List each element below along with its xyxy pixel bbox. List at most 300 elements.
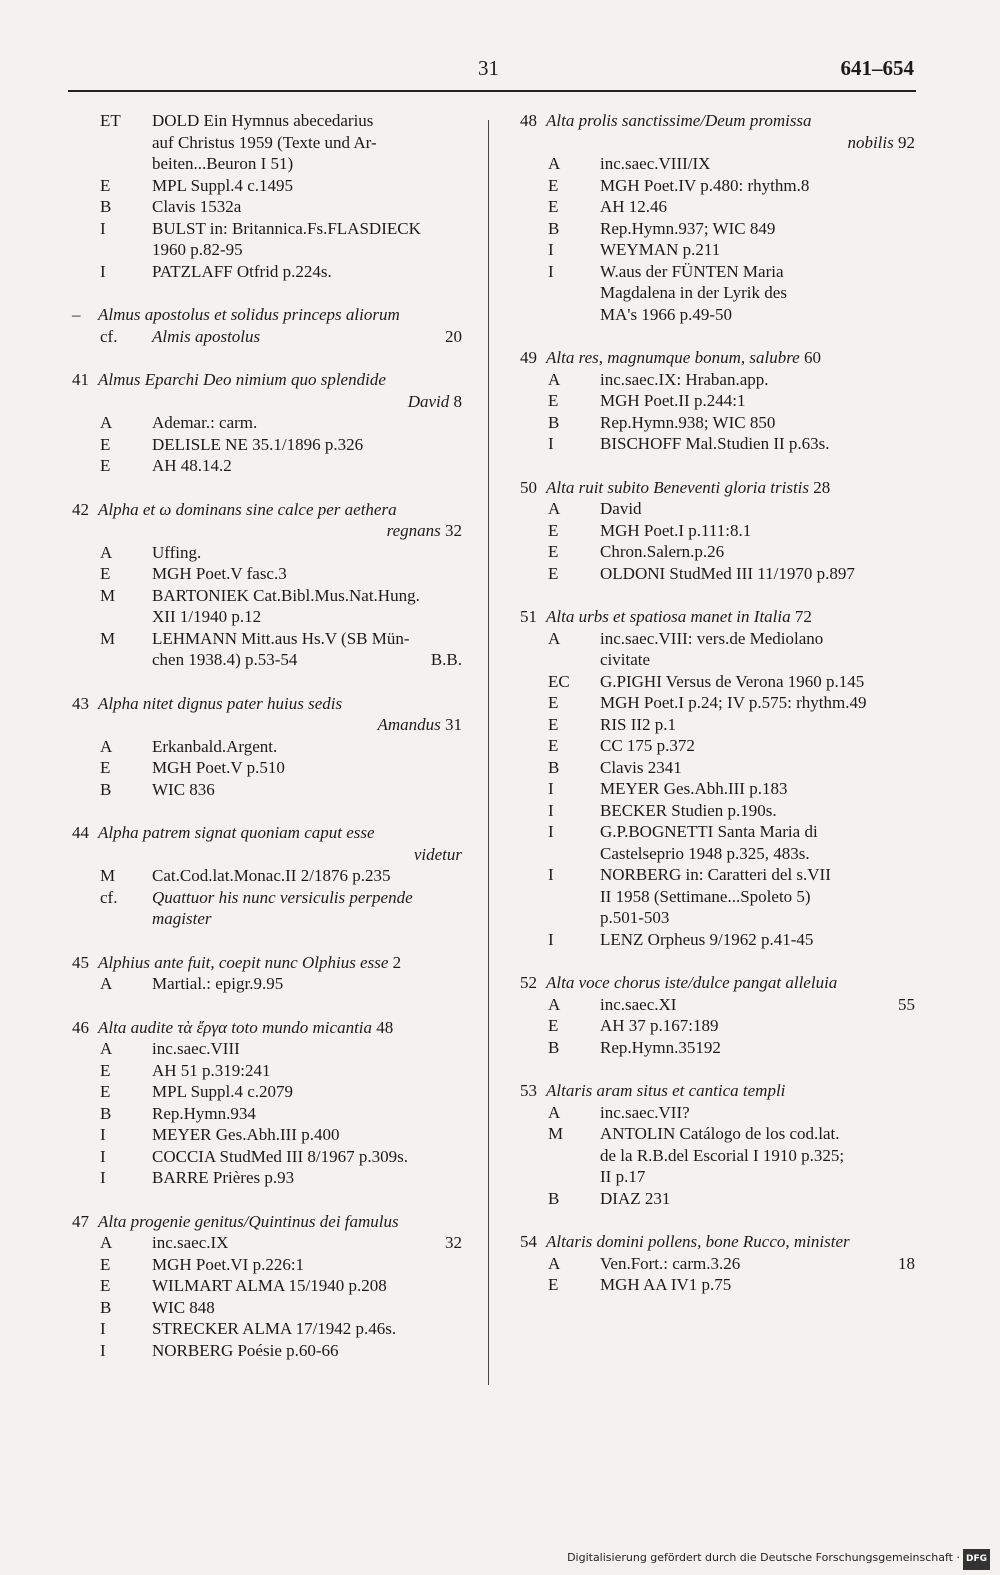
reference-line [72, 1297, 462, 1319]
reference-text: WIC 848 [152, 1297, 215, 1317]
source-tag: E [100, 1276, 111, 1295]
reference-line [72, 779, 462, 801]
source-tag: I [100, 261, 106, 281]
reference-text: inc.saec.IX [152, 1233, 229, 1252]
right-column [520, 110, 915, 1318]
incipit [520, 972, 915, 994]
incipit-text: Alpha et ω dominans sine calce per aethera [98, 499, 397, 519]
source-tag: I [548, 800, 554, 820]
reference-text: Ven.Fort.: carm.3.26 [600, 1253, 741, 1273]
reference-text: RIS II2 p.1 [600, 714, 677, 734]
source-tag: E [548, 714, 559, 734]
reference-line [72, 326, 462, 348]
reference-text: Martial.: epigr.9.95 [152, 974, 284, 993]
source-tag [520, 843, 600, 865]
reference-line [72, 736, 462, 758]
catalog-entry [72, 822, 462, 930]
entry-number: 52 [520, 973, 537, 992]
reference-line [520, 778, 915, 800]
source-tag: ET [100, 111, 121, 130]
source-tag: A [548, 369, 561, 389]
reference-line [520, 1166, 915, 1188]
incipit-line [546, 347, 915, 369]
reference-line [72, 542, 462, 564]
reference-text: DOLD Ein Hymnus abecedarius [152, 111, 374, 130]
incipit-line [98, 499, 462, 521]
reference-line [72, 110, 462, 132]
reference-line [520, 671, 915, 693]
reference-text: BARRE Prières p.93 [152, 1168, 295, 1187]
incipit-text: Almus apostolus et solidus princeps aliorum [98, 305, 400, 324]
source-tag: I [548, 240, 554, 259]
footer [567, 1547, 990, 1571]
reference-line [520, 218, 915, 240]
incipit-line [546, 110, 915, 132]
reference-text: ANTOLIN Catálogo de los cod.lat. [600, 1124, 840, 1143]
source-tag: cf. [100, 326, 118, 346]
source-tag: E [100, 1254, 111, 1274]
reference-line [520, 433, 915, 455]
incipit-ref: 48 [376, 1017, 394, 1037]
reference-text: STRECKER ALMA 17/1942 p.46s. [152, 1319, 397, 1338]
incipit-text: Alta prolis sanctissime/Deum promissa [546, 111, 812, 130]
reference-text: BARTONIEK Cat.Bibl.Mus.Nat.Hung. [152, 585, 420, 605]
reference-text: inc.saec.VIII [152, 1039, 240, 1058]
incipit-text: Alpha patrem signat quoniam caput esse [98, 823, 375, 842]
entry-number: 50 [520, 477, 537, 497]
source-tag: E [548, 693, 559, 712]
reference-text: Quattuor his nunc versiculis perpende [152, 887, 413, 907]
incipit-text: Alphius ante fuit, coepit nunc Olphius esse [98, 952, 389, 972]
reference-line [520, 1123, 915, 1145]
incipit [520, 1231, 915, 1253]
reference-text: auf Christus 1959 (Texte und Ar- [152, 132, 377, 152]
reference-text: II p.17 [600, 1167, 646, 1186]
source-tag: B [548, 218, 560, 238]
reference-text: BECKER Studien p.190s. [600, 800, 777, 820]
reference-text: Uffing. [152, 542, 202, 562]
reference-line [520, 1102, 915, 1124]
incipit [520, 477, 915, 499]
reference-text: G.PIGHI Versus de Verona 1960 p.145 [600, 671, 865, 691]
reference-line [520, 412, 915, 434]
reference-text: DELISLE NE 35.1/1896 p.326 [152, 434, 364, 454]
source-tag: EC [548, 671, 570, 691]
reference-line [72, 1038, 462, 1060]
reference-text: inc.saec.XI [600, 994, 677, 1014]
incipit-text: David [407, 391, 450, 411]
entry-number: 47 [72, 1211, 89, 1231]
incipit-text: Alta res, magnumque bonum, salubre [546, 348, 800, 367]
reference-line [520, 304, 915, 326]
entry-number: 54 [520, 1232, 537, 1251]
source-tag [520, 649, 600, 671]
entry-number: – [72, 305, 81, 324]
source-tag [520, 886, 600, 908]
source-tag: B [548, 412, 560, 432]
reference-line [520, 196, 915, 218]
source-tag: A [548, 499, 561, 518]
source-tag: E [548, 391, 559, 410]
source-tag: M [100, 866, 116, 885]
reference-text: David [600, 499, 642, 518]
catalog-entry [72, 1017, 462, 1189]
reference-line [72, 1318, 462, 1340]
reference-line [72, 865, 462, 887]
reference-text: XII 1/1940 p.12 [152, 607, 262, 626]
reference-text: LENZ Orpheus 9/1962 p.41-45 [600, 929, 814, 949]
reference-line [520, 563, 915, 585]
reference-text: de la R.B.del Escorial I 1910 p.325; [600, 1145, 845, 1165]
incipit-ref: 2 [392, 952, 402, 972]
incipit-ref: 32 [445, 521, 462, 540]
source-tag: E [548, 736, 559, 755]
incipit-line [546, 1080, 915, 1102]
incipit-ref: 92 [898, 132, 915, 152]
reference-line [520, 153, 915, 175]
source-tag: A [100, 413, 113, 432]
reference-text: WIC 836 [152, 779, 215, 799]
source-tag: B [548, 1188, 560, 1208]
source-tag: A [548, 1102, 561, 1122]
reference-text: MGH Poet.V fasc.3 [152, 564, 287, 583]
incipit-text: Alta voce chorus iste/dulce pangat alleluia [546, 973, 838, 992]
reference-line [72, 973, 462, 995]
reference-text: LEHMANN Mitt.aus Hs.V (SB Mün- [152, 628, 410, 648]
source-tag: E [100, 175, 111, 195]
reference-line [520, 864, 915, 886]
reference-line [72, 628, 462, 650]
catalog-entry [520, 1080, 915, 1209]
reference-text: 1960 p.82-95 [152, 240, 243, 259]
reference-text: G.P.BOGNETTI Santa Maria di [600, 822, 818, 841]
reference-text: COCCIA StudMed III 8/1967 p.309s. [152, 1146, 408, 1166]
reference-line [72, 1340, 462, 1362]
entry-number: 49 [520, 348, 537, 367]
reference-line [520, 390, 915, 412]
incipit [520, 347, 915, 369]
source-tag: E [100, 434, 111, 454]
source-tag: A [100, 1039, 113, 1058]
reference-line [520, 369, 915, 391]
reference-line [72, 757, 462, 779]
reference-line [72, 175, 462, 197]
reference-line [72, 649, 462, 671]
incipit-line [98, 844, 462, 866]
source-tag [520, 282, 600, 304]
entry-number: 45 [72, 952, 89, 972]
reference-line [72, 412, 462, 434]
reference-line [520, 628, 915, 650]
incipit-text: Amandus [377, 715, 441, 734]
reference-text: AH 51 p.319:241 [152, 1060, 271, 1080]
reference-line [520, 886, 915, 908]
entry-number: 53 [520, 1081, 537, 1100]
header-rule [68, 90, 916, 92]
line-ref: 55 [898, 994, 915, 1014]
reference-text: MGH Poet.VI p.226:1 [152, 1254, 305, 1274]
incipit-ref: 72 [794, 607, 812, 626]
incipit-line [98, 1211, 462, 1233]
dfg-logo: DFG [963, 1549, 990, 1571]
reference-text: OLDONI StudMed III 11/1970 p.897 [600, 563, 855, 583]
reference-text: MGH Poet.II p.244:1 [600, 391, 746, 410]
reference-text: MGH Poet.I p.111:8.1 [600, 520, 752, 540]
source-tag [520, 1145, 600, 1167]
reference-text: Clavis 2341 [600, 757, 682, 777]
source-tag: I [548, 865, 554, 884]
line-ref: 32 [445, 1233, 462, 1252]
reference-line [72, 1124, 462, 1146]
reference-line [72, 887, 462, 909]
reference-text: magister [152, 909, 212, 928]
reference-text: MGH Poet.IV p.480: rhythm.8 [600, 175, 810, 195]
source-tag: A [100, 974, 113, 993]
source-tag: I [100, 1340, 106, 1360]
incipit [72, 952, 462, 974]
source-tag: E [548, 197, 559, 216]
incipit-text: videtur [413, 844, 462, 864]
source-tag: E [548, 563, 559, 583]
source-tag: I [548, 261, 554, 281]
column-divider [488, 120, 489, 1385]
incipit-text: Alta ruit subito Beneventi gloria tristis [546, 477, 810, 497]
incipit-ref: 31 [445, 715, 462, 734]
reference-text: MPL Suppl.4 c.1495 [152, 175, 294, 195]
incipit-line [98, 952, 462, 974]
source-tag [72, 649, 152, 671]
source-tag: E [100, 1082, 111, 1101]
reference-text: II 1958 (Settimane...Spoleto 5) [600, 886, 811, 906]
left-column [72, 110, 462, 1383]
incipit-text: Alta progenie genitus/Quintinus dei famulus [98, 1211, 399, 1231]
incipit [72, 693, 462, 736]
incipit-text: Alpha nitet dignus pater huius sedis [98, 693, 343, 713]
reference-line [72, 434, 462, 456]
reference-text: Magdalena in der Lyrik des [600, 283, 787, 302]
source-tag: A [548, 994, 561, 1014]
incipit-line [98, 391, 462, 413]
reference-text: Castelseprio 1948 p.325, 483s. [600, 843, 810, 863]
reference-line [520, 1037, 915, 1059]
source-tag: I [548, 929, 554, 949]
source-tag: B [100, 1103, 112, 1123]
source-tag: E [100, 456, 111, 475]
reference-text: Almis apostolus [152, 326, 261, 346]
catalog-entry [520, 972, 915, 1058]
source-tag: E [548, 1016, 559, 1035]
reference-line [520, 1015, 915, 1037]
reference-text: MGH AA IV1 p.75 [600, 1275, 732, 1294]
reference-line [72, 1254, 462, 1276]
reference-text: DIAZ 231 [600, 1188, 671, 1208]
reference-line [520, 757, 915, 779]
incipit [72, 1211, 462, 1233]
source-tag: I [548, 779, 554, 798]
reference-line [520, 821, 915, 843]
catalog-entry [72, 110, 462, 282]
source-tag [72, 132, 152, 154]
source-tag: A [100, 1233, 113, 1252]
reference-line [520, 843, 915, 865]
reference-line [520, 239, 915, 261]
incipit-line [98, 304, 462, 326]
reference-line [72, 455, 462, 477]
reference-line [72, 908, 462, 930]
reference-line [520, 714, 915, 736]
catalog-entry [72, 952, 462, 995]
catalog-entry [72, 369, 462, 477]
incipit-text: Altaris aram situs et cantica templi [546, 1081, 786, 1100]
incipit-ref: 8 [453, 391, 462, 411]
source-tag: E [548, 520, 559, 540]
entry-number: 46 [72, 1017, 89, 1037]
reference-text: AH 48.14.2 [152, 456, 232, 475]
line-ref: 20 [445, 326, 462, 346]
reference-line [72, 1060, 462, 1082]
source-tag: E [100, 1060, 111, 1080]
reference-text: beiten...Beuron I 51) [152, 154, 294, 173]
source-tag: I [548, 434, 554, 453]
reference-line [520, 1145, 915, 1167]
catalog-entry [72, 693, 462, 801]
source-tag: A [548, 628, 561, 648]
incipit [520, 1080, 915, 1102]
incipit-ref: 28 [813, 477, 831, 497]
reference-line [520, 800, 915, 822]
catalog-entry [72, 304, 462, 347]
reference-text: Rep.Hymn.938; WIC 850 [600, 412, 776, 432]
reference-text: inc.saec.VIII/IX [600, 154, 711, 173]
catalog-entry [520, 110, 915, 325]
reference-text: Erkanbald.Argent. [152, 736, 278, 756]
reference-text: WILMART ALMA 15/1940 p.208 [152, 1276, 387, 1295]
entry-number: 43 [72, 693, 89, 713]
source-tag: I [100, 1125, 106, 1144]
reference-text: AH 12.46 [600, 197, 668, 216]
incipit-line [98, 369, 462, 391]
incipit-line [546, 606, 915, 628]
source-tag: A [100, 736, 113, 756]
catalog-entry [520, 477, 915, 585]
source-tag: B [100, 1297, 112, 1317]
reference-line [520, 1274, 915, 1296]
reference-text: inc.saec.IX: Hraban.app. [600, 369, 769, 389]
reference-line [72, 1167, 462, 1189]
source-tag: E [548, 542, 559, 561]
incipit-line [98, 822, 462, 844]
entry-number: 42 [72, 499, 89, 519]
reference-line [520, 929, 915, 951]
source-tag: E [100, 564, 111, 583]
source-tag [520, 304, 600, 326]
source-tag: B [548, 757, 560, 777]
source-tag: I [100, 218, 106, 238]
catalog-entry [72, 1211, 462, 1362]
reference-line [72, 1103, 462, 1125]
reference-line [72, 132, 462, 154]
reference-line [72, 1146, 462, 1168]
source-tag: A [548, 1253, 561, 1273]
incipit-line [98, 714, 462, 736]
reference-line [520, 1188, 915, 1210]
source-tag: E [548, 1275, 559, 1294]
reference-text: Chron.Salern.p.26 [600, 542, 725, 561]
incipit [72, 1017, 462, 1039]
reference-line [520, 175, 915, 197]
source-tag [72, 153, 152, 175]
incipit-line [546, 1231, 915, 1253]
incipit-text: Altaris domini pollens, bone Rucco, minister [546, 1232, 850, 1251]
entry-number: 41 [72, 370, 89, 389]
source-tag: I [100, 1168, 106, 1187]
source-tag: M [548, 1124, 564, 1143]
reference-line [72, 1275, 462, 1297]
reference-text: chen 1938.4) p.53-54 [152, 650, 298, 669]
reference-line [72, 239, 462, 261]
reference-line [520, 692, 915, 714]
entry-number: 44 [72, 823, 89, 842]
reference-line [72, 606, 462, 628]
source-tag [520, 907, 600, 929]
footer-text: Digitalisierung gefördert durch die Deutsche Forschungsgemeinschaft · [567, 1550, 960, 1564]
incipit [72, 499, 462, 542]
reference-line [520, 994, 915, 1016]
incipit [520, 110, 915, 153]
reference-line [72, 218, 462, 240]
incipit-text: Almus Eparchi Deo nimium quo splendide [98, 370, 386, 389]
reference-text: p.501-503 [600, 908, 670, 927]
source-tag: M [100, 585, 116, 605]
reference-text: Rep.Hymn.937; WIC 849 [600, 218, 776, 238]
incipit-line [98, 520, 462, 542]
reference-line [72, 563, 462, 585]
incipit-text: Alta urbs et spatiosa manet in Italia [546, 607, 791, 626]
reference-line [520, 649, 915, 671]
reference-text: Rep.Hymn.934 [152, 1103, 256, 1123]
reference-line [520, 261, 915, 283]
reference-text: MPL Suppl.4 c.2079 [152, 1082, 294, 1101]
reference-line [520, 498, 915, 520]
line-ref: 18 [898, 1253, 915, 1273]
reference-line [72, 196, 462, 218]
source-tag: B [100, 197, 112, 216]
reference-text: CC 175 p.372 [600, 736, 695, 755]
reference-text: Ademar.: carm. [152, 413, 258, 432]
source-tag: B [100, 779, 112, 799]
source-tag [72, 239, 152, 261]
incipit-line [98, 693, 462, 715]
page-range: 641–654 [840, 56, 914, 80]
entry-number: 48 [520, 111, 537, 130]
incipit-ref: 60 [803, 348, 821, 367]
reference-text: MGH Poet.I p.24; IV p.575: rhythm.49 [600, 693, 867, 712]
reference-text: MA's 1966 p.49-50 [600, 304, 732, 324]
reference-text: NORBERG Poésie p.60-66 [152, 1340, 339, 1360]
reference-text: AH 37 p.167:189 [600, 1016, 719, 1035]
reference-line [72, 1081, 462, 1103]
reference-text: MEYER Ges.Abh.III p.400 [152, 1125, 340, 1144]
line-ref: B.B. [430, 650, 462, 669]
incipit [72, 369, 462, 412]
source-tag: A [548, 154, 561, 173]
reference-line [72, 1232, 462, 1254]
reference-line [520, 1253, 915, 1275]
reference-line [520, 282, 915, 304]
source-tag [72, 908, 152, 930]
source-tag: I [100, 1319, 106, 1338]
incipit [72, 304, 462, 326]
